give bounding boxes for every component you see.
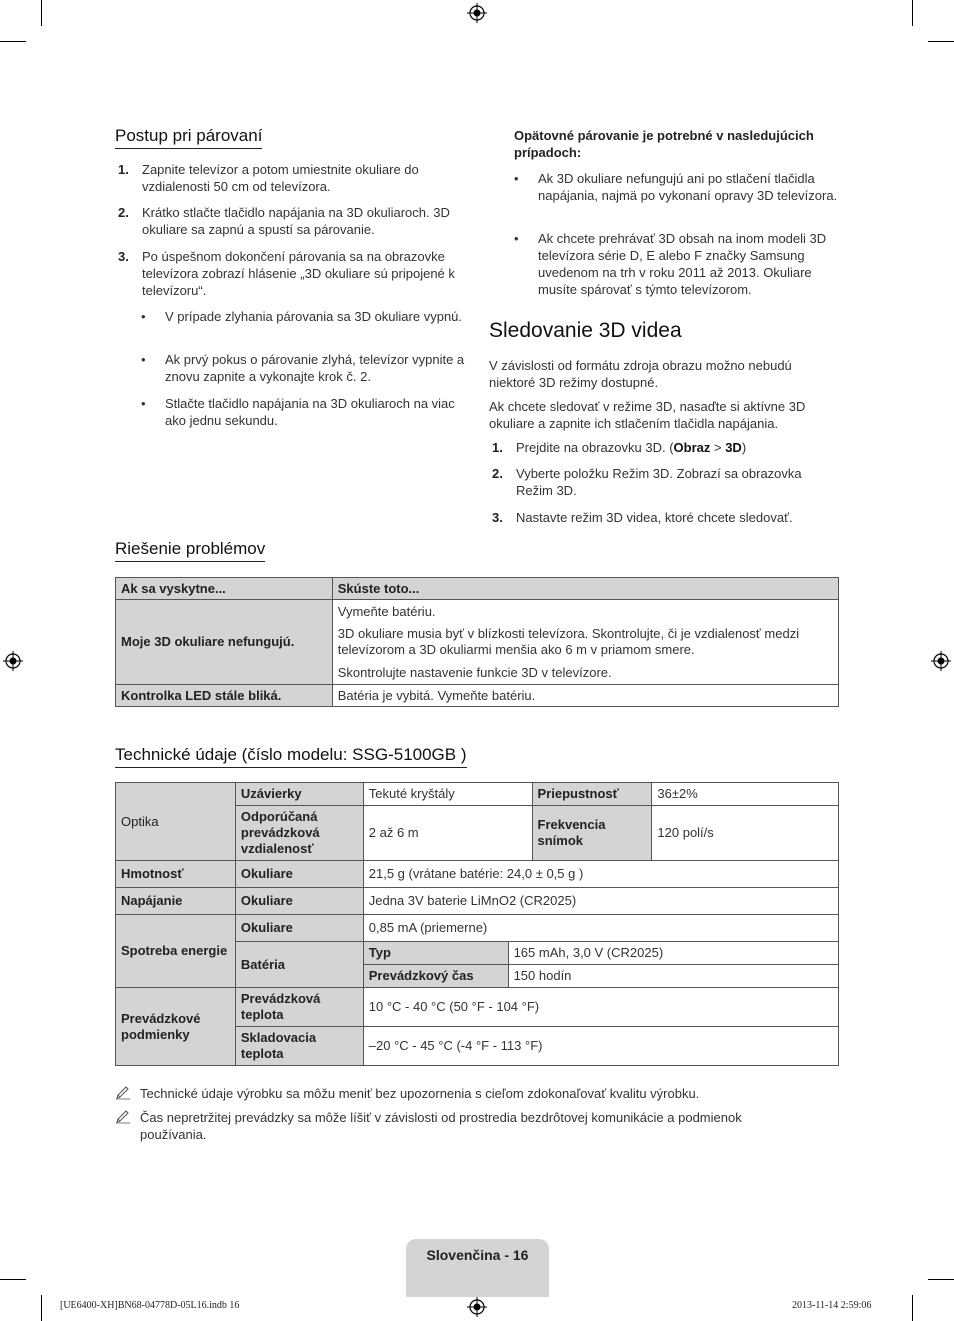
spec-value: 165 mAh, 3,0 V (CR2025) xyxy=(508,942,838,965)
spec-label: Odporúčaná prevádzková vzdialenosť xyxy=(235,806,363,861)
step-text: Po úspešnom dokončení párovania sa na obrazovke televízora zobrazí hlásenie „3D okuliare sú pripojené k televízoru“. xyxy=(142,249,455,298)
spec-label: Prevádzková teplota xyxy=(235,988,363,1027)
spec-value: –20 °C - 45 °C (-4 °F - 113 °F) xyxy=(363,1027,838,1066)
spec-value: 120 polí/s xyxy=(652,806,839,861)
crop-mark xyxy=(41,1295,42,1321)
spec-value: 21,5 g (vrátane batérie: 24,0 ± 0,5 g ) xyxy=(363,861,838,888)
spec-label: Okuliare xyxy=(235,915,363,942)
watching-para2: Ak chcete sledovať v režime 3D, nasaďte si aktívne 3D okuliare a zapnite ich stlačením tlačidla napájania. xyxy=(489,399,806,431)
spec-label: Okuliare xyxy=(235,888,363,915)
step-text: Vyberte položku Režim 3D. Zobrazí sa obrazovka Režim 3D. xyxy=(516,466,802,498)
table-row xyxy=(116,888,839,915)
solution-cell: Vymeňte batériu. xyxy=(332,600,838,624)
bullet-text: Ak 3D okuliare nefungujú ani po stlačení tlačidla napájania, najmä po vykonaní opravy 3D televízora. xyxy=(538,171,838,203)
troubleshooting-heading: Riešenie problémov xyxy=(115,539,265,562)
column-header: Ak sa vyskytne... xyxy=(116,578,333,600)
troubleshooting-table xyxy=(115,577,839,707)
pairing-heading: Postup pri párovaní xyxy=(115,126,262,149)
solution-cell: Skontrolujte nastavenie funkcie 3D v televízore. xyxy=(332,661,838,685)
step-number: 2. xyxy=(492,466,503,481)
file-info: [UE6400-XH]BN68-04778D-05L16.indb 16 xyxy=(60,1300,240,1311)
table-row xyxy=(116,783,839,806)
spec-label: Okuliare xyxy=(235,861,363,888)
step-number: 3. xyxy=(118,249,129,264)
table-header-row xyxy=(116,578,839,600)
watching-para1: V závislosti od formátu zdroja obrazu možno nebudú niektoré 3D režimy dostupné. xyxy=(489,358,792,390)
bullet-text: Ak chcete prehrávať 3D obsah na inom modeli 3D televízora série D, E alebo F značky Samsung uvedenom na trh v roku 2011 až 2013. Okuliare musíte spárovať s týmto televízorom. xyxy=(538,231,827,297)
registration-mark-icon xyxy=(467,1297,487,1317)
spec-label: Prevádzkový čas xyxy=(363,965,508,988)
bullet-text: Ak prvý pokus o párovanie zlyhá, televízor vypnite a znovu zapnite a vykonajte krok č. 2. xyxy=(165,352,465,384)
step-number: 1. xyxy=(118,162,129,177)
registration-mark-icon xyxy=(467,3,487,23)
spec-value: Tekuté kryštály xyxy=(363,783,532,806)
column-header: Skúste toto... xyxy=(332,578,838,600)
specs-heading: Technické údaje (číslo modelu: SSG-5100GB ) xyxy=(115,745,467,768)
spec-label: Skladovacia teplota xyxy=(235,1027,363,1066)
step-number: 1. xyxy=(492,440,503,455)
problem-cell: Moje 3D okuliare nefungujú. xyxy=(116,600,333,685)
solution-cell: Batéria je vybitá. Vymeňte batériu. xyxy=(332,685,838,707)
table-row xyxy=(116,915,839,942)
note-text: Technické údaje výrobku sa môžu meniť bez upozornenia s cieľom zdokonaľovať kvalitu výrobku. xyxy=(140,1086,700,1101)
page-number-tab: Slovenčina - 16 xyxy=(406,1239,549,1297)
spec-label: Priepustnosť xyxy=(532,783,652,806)
step-text: Prejdite na obrazovku 3D. (Obraz > 3D) xyxy=(516,440,747,455)
registration-mark-icon xyxy=(931,651,951,671)
spec-label: Typ xyxy=(363,942,508,965)
spec-value: 0,85 mA (priemerne) xyxy=(363,915,838,942)
crop-mark xyxy=(41,0,42,26)
crop-mark xyxy=(0,41,26,42)
spec-category: Prevádzkové podmienky xyxy=(116,988,236,1066)
table-row xyxy=(116,685,839,707)
crop-mark xyxy=(928,1279,954,1280)
spec-value: Jedna 3V baterie LiMnO2 (CR2025) xyxy=(363,888,838,915)
spec-category: Napájanie xyxy=(116,888,236,915)
spec-label: Uzávierky xyxy=(235,783,363,806)
spec-category: Optika xyxy=(116,783,236,861)
watching-heading: Sledovanie 3D videa xyxy=(489,319,682,342)
crop-mark xyxy=(912,0,913,26)
spec-category: Spotreba energie xyxy=(116,915,236,988)
step-text: Krátko stlačte tlačidlo napájania na 3D okuliaroch. 3D okuliare sa zapnú a spustí sa párovanie. xyxy=(142,205,450,237)
repair-heading: Opätovné párovanie je potrebné v nasledujúcich prípadoch: xyxy=(514,128,814,160)
bullet-text: Stlačte tlačidlo napájania na 3D okuliaroch na viac ako jednu sekundu. xyxy=(165,396,455,428)
spec-label: Batéria xyxy=(235,942,363,988)
table-row xyxy=(116,861,839,888)
crop-mark xyxy=(0,1279,26,1280)
pencil-note-icon xyxy=(115,1110,131,1124)
spec-label: Frekvencia snímok xyxy=(532,806,652,861)
step-number: 2. xyxy=(118,205,129,220)
step-number: 3. xyxy=(492,510,503,525)
crop-mark xyxy=(928,41,954,42)
pencil-note-icon xyxy=(115,1086,131,1100)
spec-value: 150 hodín xyxy=(508,965,838,988)
crop-mark xyxy=(912,1295,913,1321)
spec-value: 36±2% xyxy=(652,783,839,806)
specs-table xyxy=(115,782,839,1066)
step-text: Zapnite televízor a potom umiestnite okuliare do vzdialenosti 50 cm od televízora. xyxy=(142,162,419,194)
note-text: Čas nepretržitej prevádzky sa môže líšiť v závislosti od prostredia bezdrôtovej komunikácie a podmienok používania. xyxy=(140,1110,742,1142)
timestamp: 2013-11-14 2:59:06 xyxy=(792,1300,872,1311)
spec-category: Hmotnosť xyxy=(116,861,236,888)
table-row xyxy=(116,600,839,624)
table-row xyxy=(116,988,839,1027)
spec-value: 10 °C - 40 °C (50 °F - 104 °F) xyxy=(363,988,838,1027)
step-text: Nastavte režim 3D videa, ktoré chcete sledovať. xyxy=(516,510,793,525)
solution-cell: 3D okuliare musia byť v blízkosti televízora. Skontrolujte, či je vzdialenosť medzi televízorom a 3D okuliarmi menšia ako 6 m v priamom smere. xyxy=(332,623,838,661)
bullet-text: V prípade zlyhania párovania sa 3D okuliare vypnú. xyxy=(165,309,463,324)
spec-value: 2 až 6 m xyxy=(363,806,532,861)
registration-mark-icon xyxy=(3,651,23,671)
problem-cell: Kontrolka LED stále bliká. xyxy=(116,685,333,707)
